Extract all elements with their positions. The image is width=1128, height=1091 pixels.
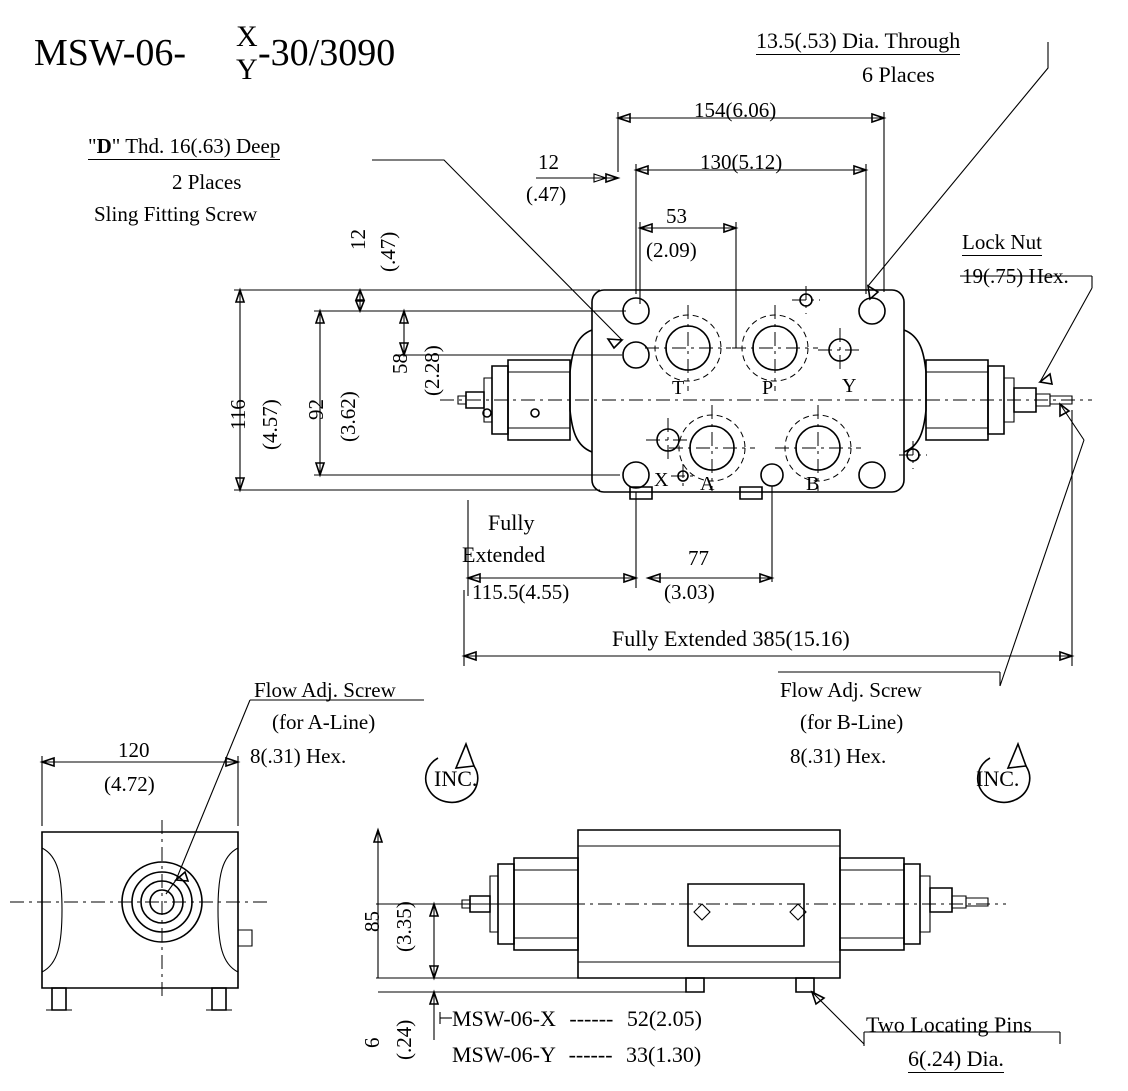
dim-92: 92 bbox=[304, 399, 328, 420]
variant-dash-y: ------ bbox=[568, 1042, 613, 1067]
title-variant-y: Y bbox=[236, 53, 258, 86]
dim-58-inch: (2.28) bbox=[420, 345, 444, 396]
dim-120-inch: (4.72) bbox=[104, 772, 155, 796]
dim-fully-extended-total: Fully Extended 385(15.16) bbox=[612, 626, 850, 651]
dim-53-inch: (2.09) bbox=[646, 238, 697, 262]
dim-130: 130(5.12) bbox=[700, 150, 783, 174]
note-flow-b-line2: (for B-Line) bbox=[800, 710, 904, 734]
label-fully-1: Fully bbox=[488, 510, 535, 535]
variant-row-x bbox=[452, 1008, 702, 1030]
variant-value-y: 33(1.30) bbox=[626, 1042, 702, 1067]
note-dia-through: 13.5(.53) Dia. Through bbox=[756, 28, 961, 53]
dim-154: 154(6.06) bbox=[694, 98, 777, 122]
variant-dash-x: ------ bbox=[569, 1006, 614, 1031]
note-flow-a-line2: (for A-Line) bbox=[272, 710, 376, 734]
variant-model-x: MSW-06-X bbox=[452, 1006, 556, 1031]
variant-model-y: MSW-06-Y bbox=[452, 1042, 556, 1067]
dim-77: 77 bbox=[688, 546, 709, 570]
dim-115-5: 115.5(4.55) bbox=[472, 580, 570, 604]
dim-6: 6 bbox=[360, 1037, 384, 1048]
dim-116: 116 bbox=[226, 399, 250, 430]
dim-120: 120 bbox=[118, 738, 150, 762]
variant-row-y bbox=[452, 1044, 701, 1066]
note-sling-fitting-screw: Sling Fitting Screw bbox=[94, 202, 258, 226]
dim-12-top: 12 bbox=[538, 150, 559, 174]
dim-85: 85 bbox=[360, 911, 384, 932]
note-thd-deep bbox=[88, 136, 280, 160]
dim-6-inch: (.24) bbox=[392, 1019, 416, 1060]
page-title: MSW-06- bbox=[34, 32, 186, 74]
dim-12-left: 12 bbox=[346, 229, 370, 250]
port-label-P: P bbox=[762, 377, 774, 399]
note-lock-nut-hex: 19(.75) Hex. bbox=[962, 264, 1069, 288]
note-locating-pins-dia: 6(.24) Dia. bbox=[908, 1046, 1004, 1071]
label-fully-2: Extended bbox=[462, 542, 546, 567]
title-variant-x: X bbox=[236, 20, 258, 53]
dim-12-top-inch: (.47) bbox=[526, 182, 567, 206]
port-label-T: T bbox=[672, 377, 685, 399]
note-flow-a-line3: 8(.31) Hex. bbox=[250, 744, 347, 768]
dim-58: 58 bbox=[388, 353, 412, 374]
note-flow-b-line1: Flow Adj. Screw bbox=[780, 678, 922, 702]
port-label-Y: Y bbox=[842, 375, 857, 397]
port-label-X: X bbox=[654, 469, 669, 491]
note-dia-places: 6 Places bbox=[862, 62, 935, 87]
dim-77-inch: (3.03) bbox=[664, 580, 715, 604]
title-suffix: -30/3090 bbox=[258, 32, 396, 74]
dim-53: 53 bbox=[666, 204, 687, 228]
variant-value-x: 52(2.05) bbox=[626, 1006, 703, 1031]
note-flow-a-line1: Flow Adj. Screw bbox=[254, 678, 396, 702]
dim-116-inch: (4.57) bbox=[258, 399, 282, 450]
note-thd-text: "D" Thd. 16(.63) Deep bbox=[88, 134, 281, 158]
port-label-B: B bbox=[806, 473, 820, 495]
note-locating-pins: Two Locating Pins bbox=[866, 1012, 1032, 1037]
dim-12-left-inch: (.47) bbox=[376, 231, 400, 272]
dim-92-inch: (3.62) bbox=[336, 391, 360, 442]
note-flow-b-line3: 8(.31) Hex. bbox=[790, 744, 887, 768]
note-flow-a-inc: INC. bbox=[434, 766, 478, 791]
port-label-A: A bbox=[700, 473, 715, 495]
note-flow-b-inc: INC. bbox=[976, 766, 1020, 791]
dim-85-inch: (3.35) bbox=[392, 901, 416, 952]
note-lock-nut: Lock Nut bbox=[962, 230, 1042, 254]
note-thd-places: 2 Places bbox=[172, 170, 242, 194]
